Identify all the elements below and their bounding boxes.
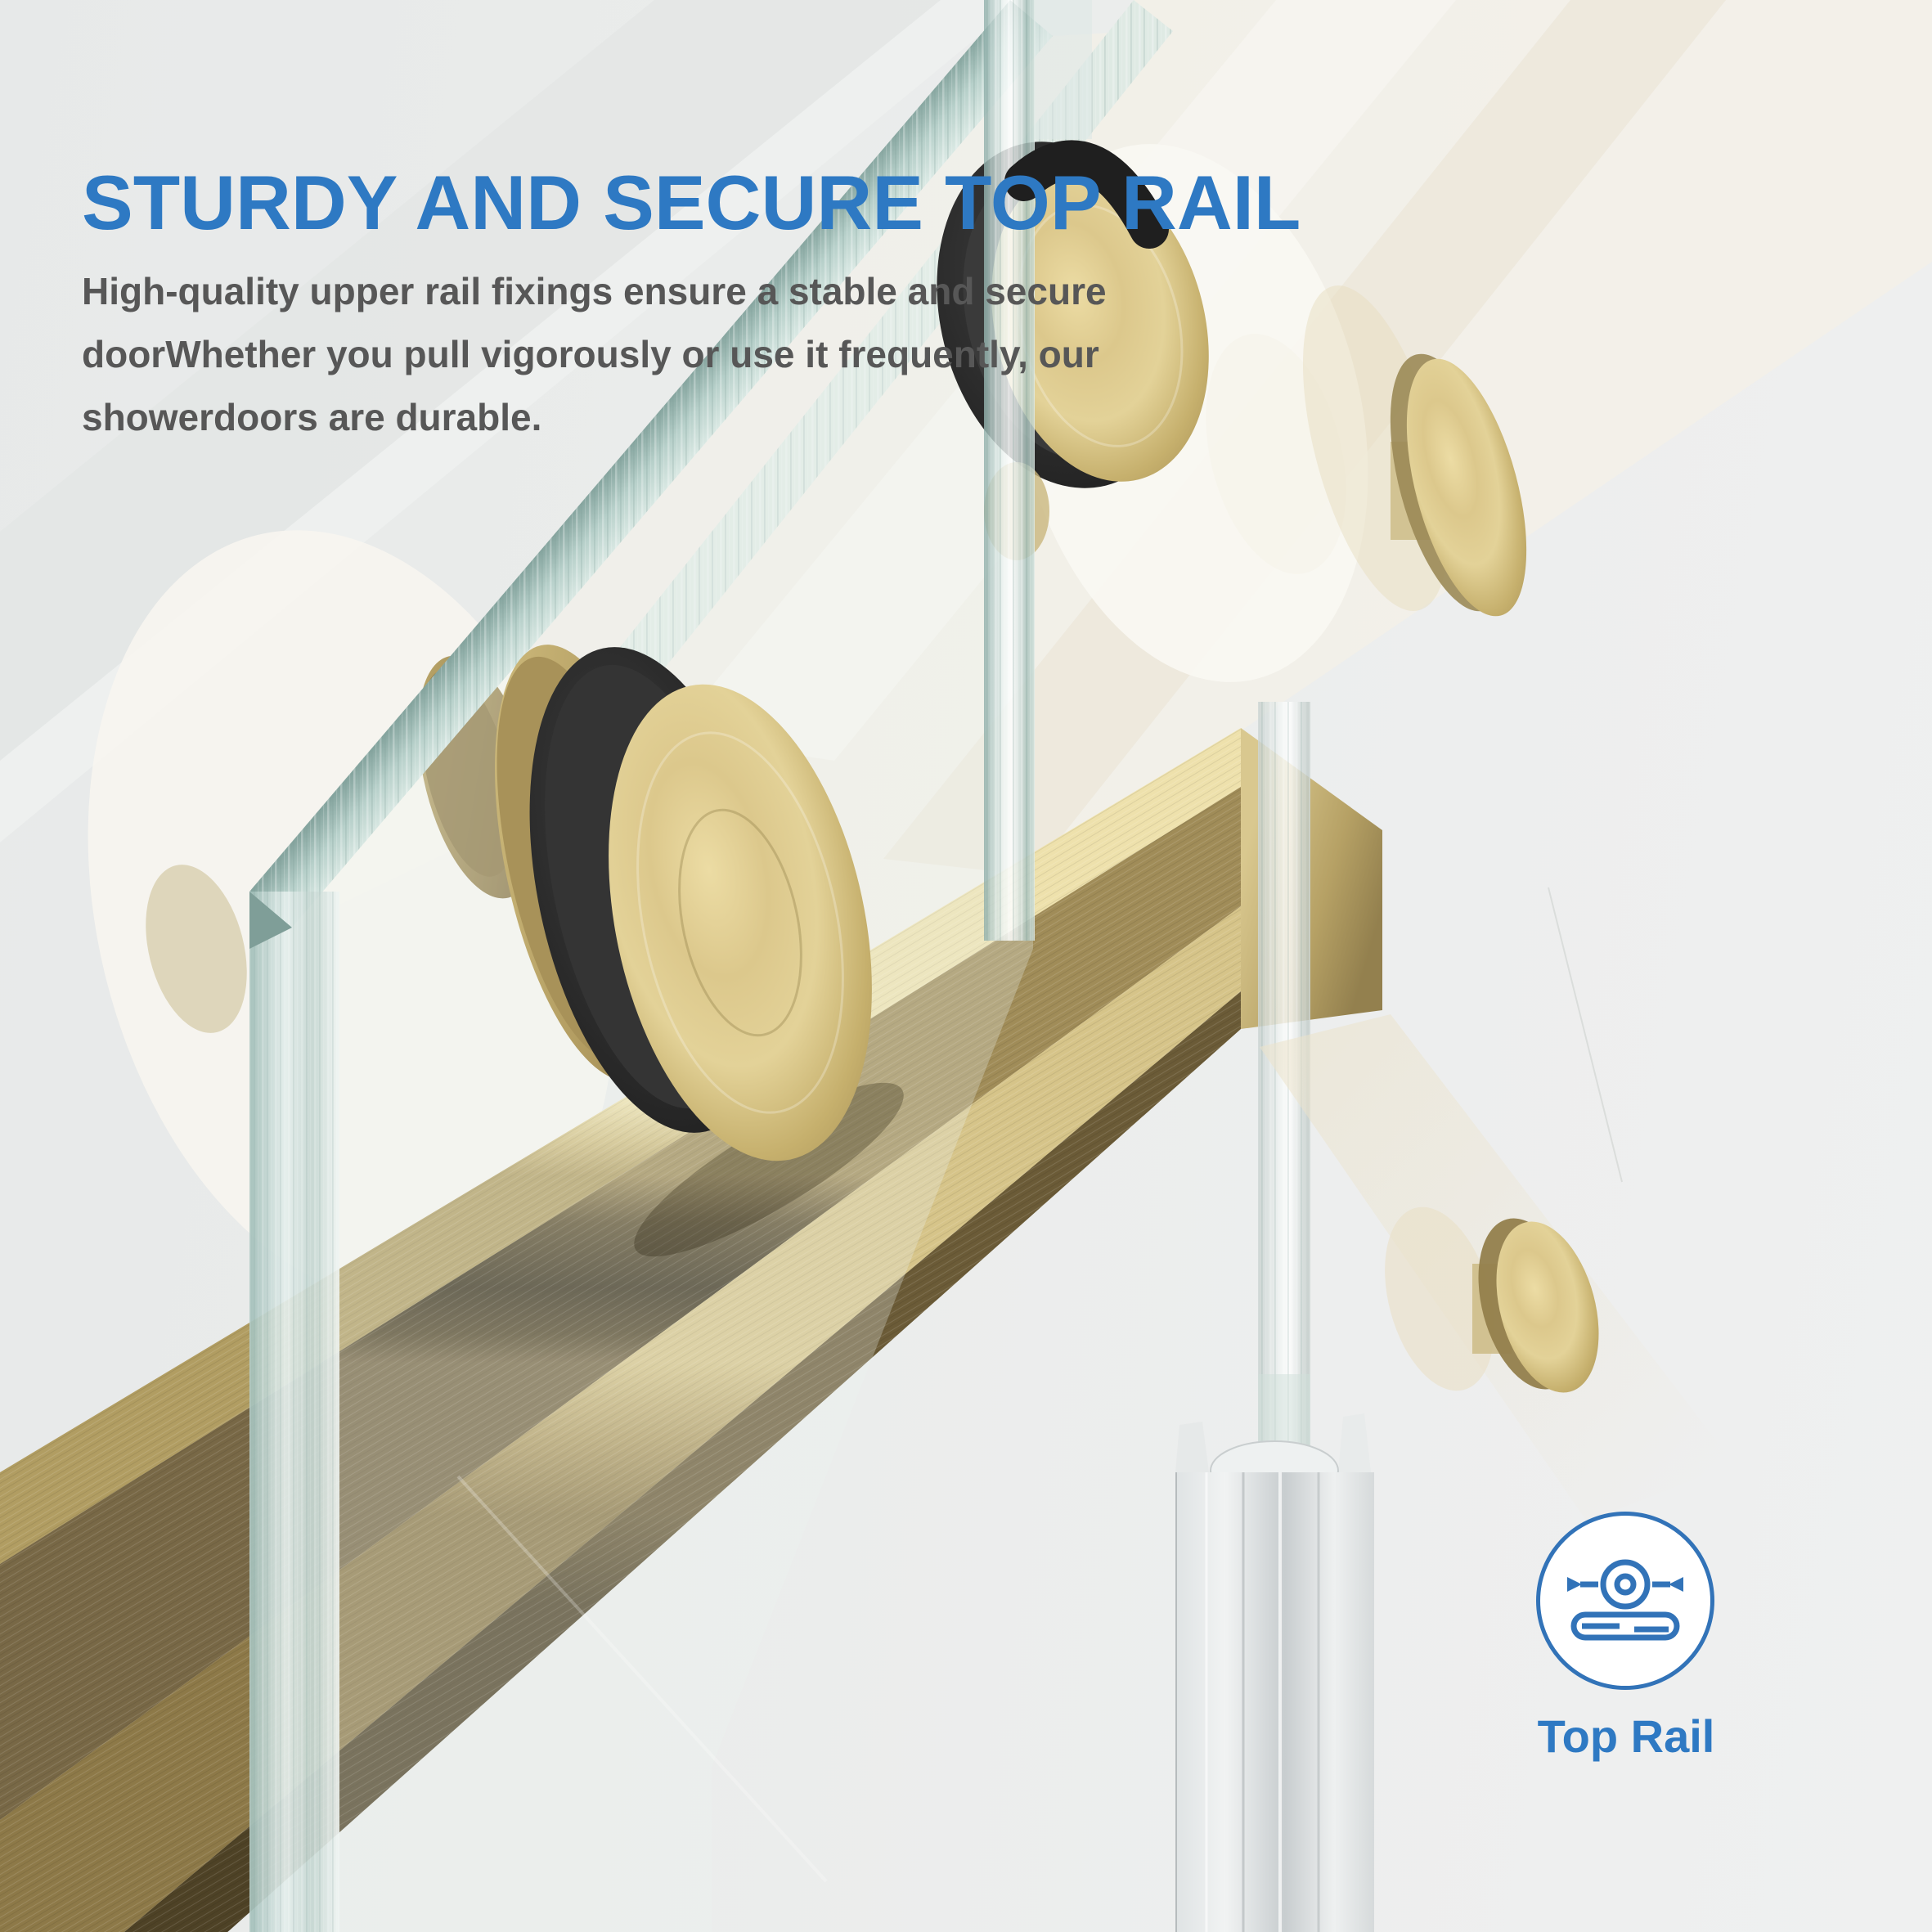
badge-label: Top Rail [1537, 1710, 1715, 1762]
feature-badge [1536, 1512, 1724, 1762]
body-line-2: doorWhether you pull vigorously or use it frequently, our [82, 333, 1099, 375]
top-rail-roller-icon [1556, 1548, 1695, 1654]
body-line-3: showerdoors are durable. [82, 396, 542, 438]
page-title: STURDY AND SECURE TOP RAIL [82, 160, 1301, 245]
body-copy [82, 260, 1107, 449]
body-line-1: High-quality upper rail fixings ensure a stable and secure [82, 270, 1107, 312]
bottom-seal-strip [1175, 1413, 1374, 1932]
